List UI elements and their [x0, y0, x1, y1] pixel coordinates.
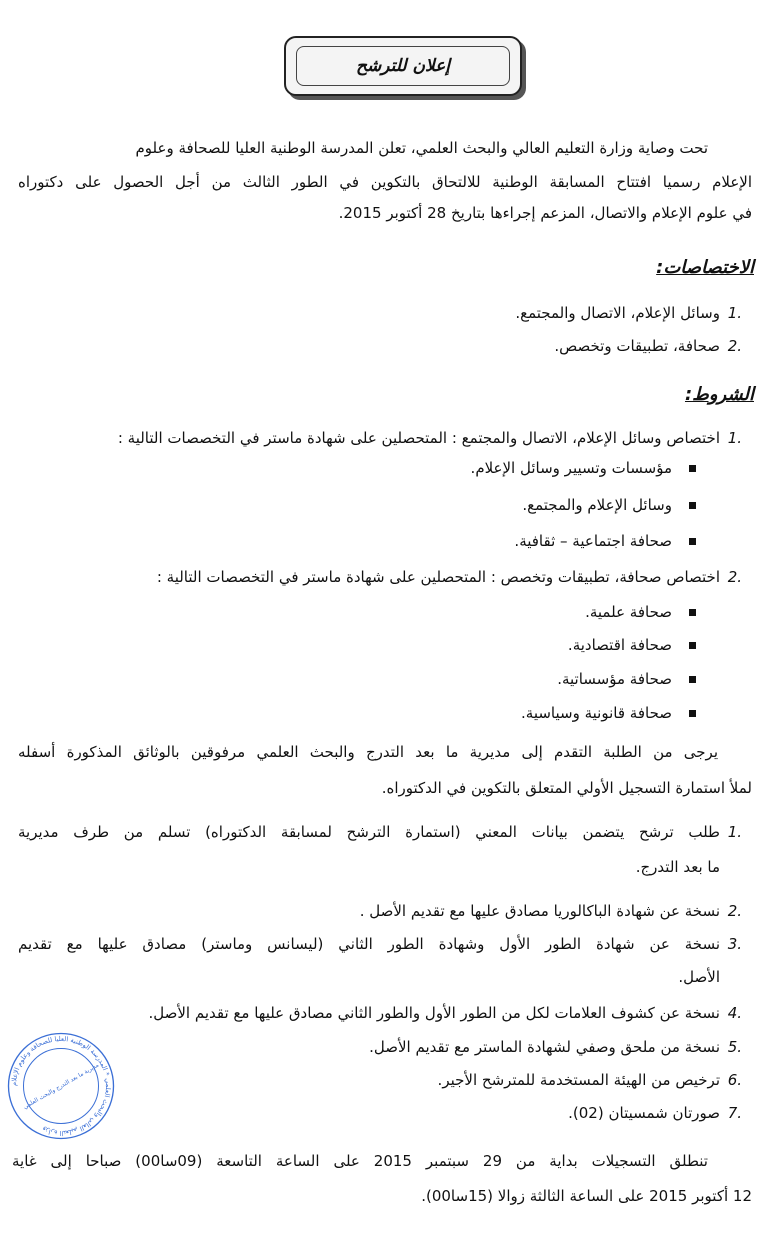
intro-line-1: تحت وصاية وزارة التعليم العالي والبحث العلمي، تعلن المدرسة الوطنية العليا للصحافة وعلوم: [135, 139, 708, 157]
list-number: 4.: [727, 1004, 742, 1022]
specialty-item: صحافة، تطبيقات وتخصص.: [554, 337, 720, 355]
document-item: صورتان شمسيتان (02).: [568, 1104, 720, 1122]
bullet-icon: [689, 538, 696, 545]
document-item: نسخة عن شهادة الباكالوريا مصادق عليها مع تقديم الأصل .: [359, 902, 720, 920]
bullet-item: وسائل الإعلام والمجتمع.: [522, 496, 672, 514]
condition-item: اختصاص صحافة، تطبيقات وتخصص : المتحصلين على شهادة ماستر في التخصصات التالية :: [156, 568, 720, 586]
bullet-icon: [689, 676, 696, 683]
stamp-outer-text: وزارة التعليم العالي والبحث العلمي * المدرسة الوطنية العليا للصحافة وعلوم الإعلام: [9, 1034, 113, 1138]
registration-line-2: 12 أكتوبر 2015 على الساعة الثالثة زوالا (15سا00).: [421, 1187, 752, 1205]
document-item-cont: ما بعد التدرج.: [635, 858, 720, 876]
document-item-cont: الأصل.: [678, 968, 720, 986]
stamp-inner-text: مديرية ما بعد التدرج والبحث العلمي: [22, 1062, 101, 1111]
list-number: 1.: [727, 304, 742, 322]
intro-line-2: الإعلام رسميا افتتاح المسابقة الوطنية للالتحاق بالتكوين في الطور الثالث من أجل الحصول على دكتوراه: [18, 173, 752, 191]
bullet-item: صحافة قانونية وسياسية.: [521, 704, 672, 722]
bullet-item: صحافة اجتماعية – ثقافية.: [514, 532, 672, 550]
document-item: نسخة من ملحق وصفي لشهادة الماستر مع تقديم الأصل.: [369, 1038, 720, 1056]
specialty-item: وسائل الإعلام، الاتصال والمجتمع.: [515, 304, 720, 322]
request-line-2: لملأ استمارة التسجيل الأولي المتعلق بالتكوين في الدكتوراه.: [381, 779, 752, 797]
bullet-icon: [689, 642, 696, 649]
list-number: 3.: [727, 935, 742, 953]
page-title: إعلان للترشح: [296, 46, 510, 86]
bullet-item: صحافة اقتصادية.: [567, 636, 672, 654]
bullet-item: صحافة علمية.: [585, 603, 672, 621]
request-line-1: يرجى من الطلبة التقدم إلى مديرية ما بعد التدرج والبحث العلمي مرفوقين بالوثائق المذكورة أسفله: [18, 743, 718, 761]
official-stamp: [6, 1031, 116, 1141]
conditions-heading: الشروط:: [684, 384, 754, 405]
bullet-icon: [689, 502, 696, 509]
bullet-icon: [689, 710, 696, 717]
bullet-item: صحافة مؤسساتية.: [557, 670, 672, 688]
list-number: 7.: [727, 1104, 742, 1122]
document-item: ترخيص من الهيئة المستخدمة للمترشح الأجير.: [437, 1071, 720, 1089]
list-number: 2.: [727, 568, 742, 586]
document-item: نسخة عن شهادة الطور الأول وشهادة الطور الثاني (ليسانس وماستر) مصادق عليها مع تقديم: [18, 935, 720, 953]
document-item: طلب ترشح يتضمن بيانات المعني (استمارة الترشح لمسابقة الدكتوراه) تسلم من طرف مديرية: [18, 823, 720, 841]
specialties-heading: الاختصاصات:: [656, 257, 754, 278]
list-number: 2.: [727, 902, 742, 920]
list-number: 2.: [727, 337, 742, 355]
document-item: نسخة عن كشوف العلامات لكل من الطور الأول والطور الثاني مصادق عليها مع تقديم الأصل.: [148, 1004, 720, 1022]
list-number: 1.: [727, 823, 742, 841]
registration-line-1: تنطلق التسجيلات بداية من 29 سبتمبر 2015 على الساعة التاسعة (09سا00) صباحا إلى غاية: [12, 1152, 708, 1170]
bullet-icon: [689, 609, 696, 616]
condition-item: اختصاص وسائل الإعلام، الاتصال والمجتمع : المتحصلين على شهادة ماستر في التخصصات التالية :: [117, 429, 720, 447]
list-number: 5.: [727, 1038, 742, 1056]
intro-line-3: في علوم الإعلام والاتصال، المزعم إجراءها بتاريخ 28 أكتوبر 2015.: [338, 204, 752, 222]
bullet-item: مؤسسات وتسيير وسائل الإعلام.: [470, 459, 672, 477]
bullet-icon: [689, 465, 696, 472]
list-number: 6.: [727, 1071, 742, 1089]
list-number: 1.: [727, 429, 742, 447]
title-box: [284, 36, 522, 96]
